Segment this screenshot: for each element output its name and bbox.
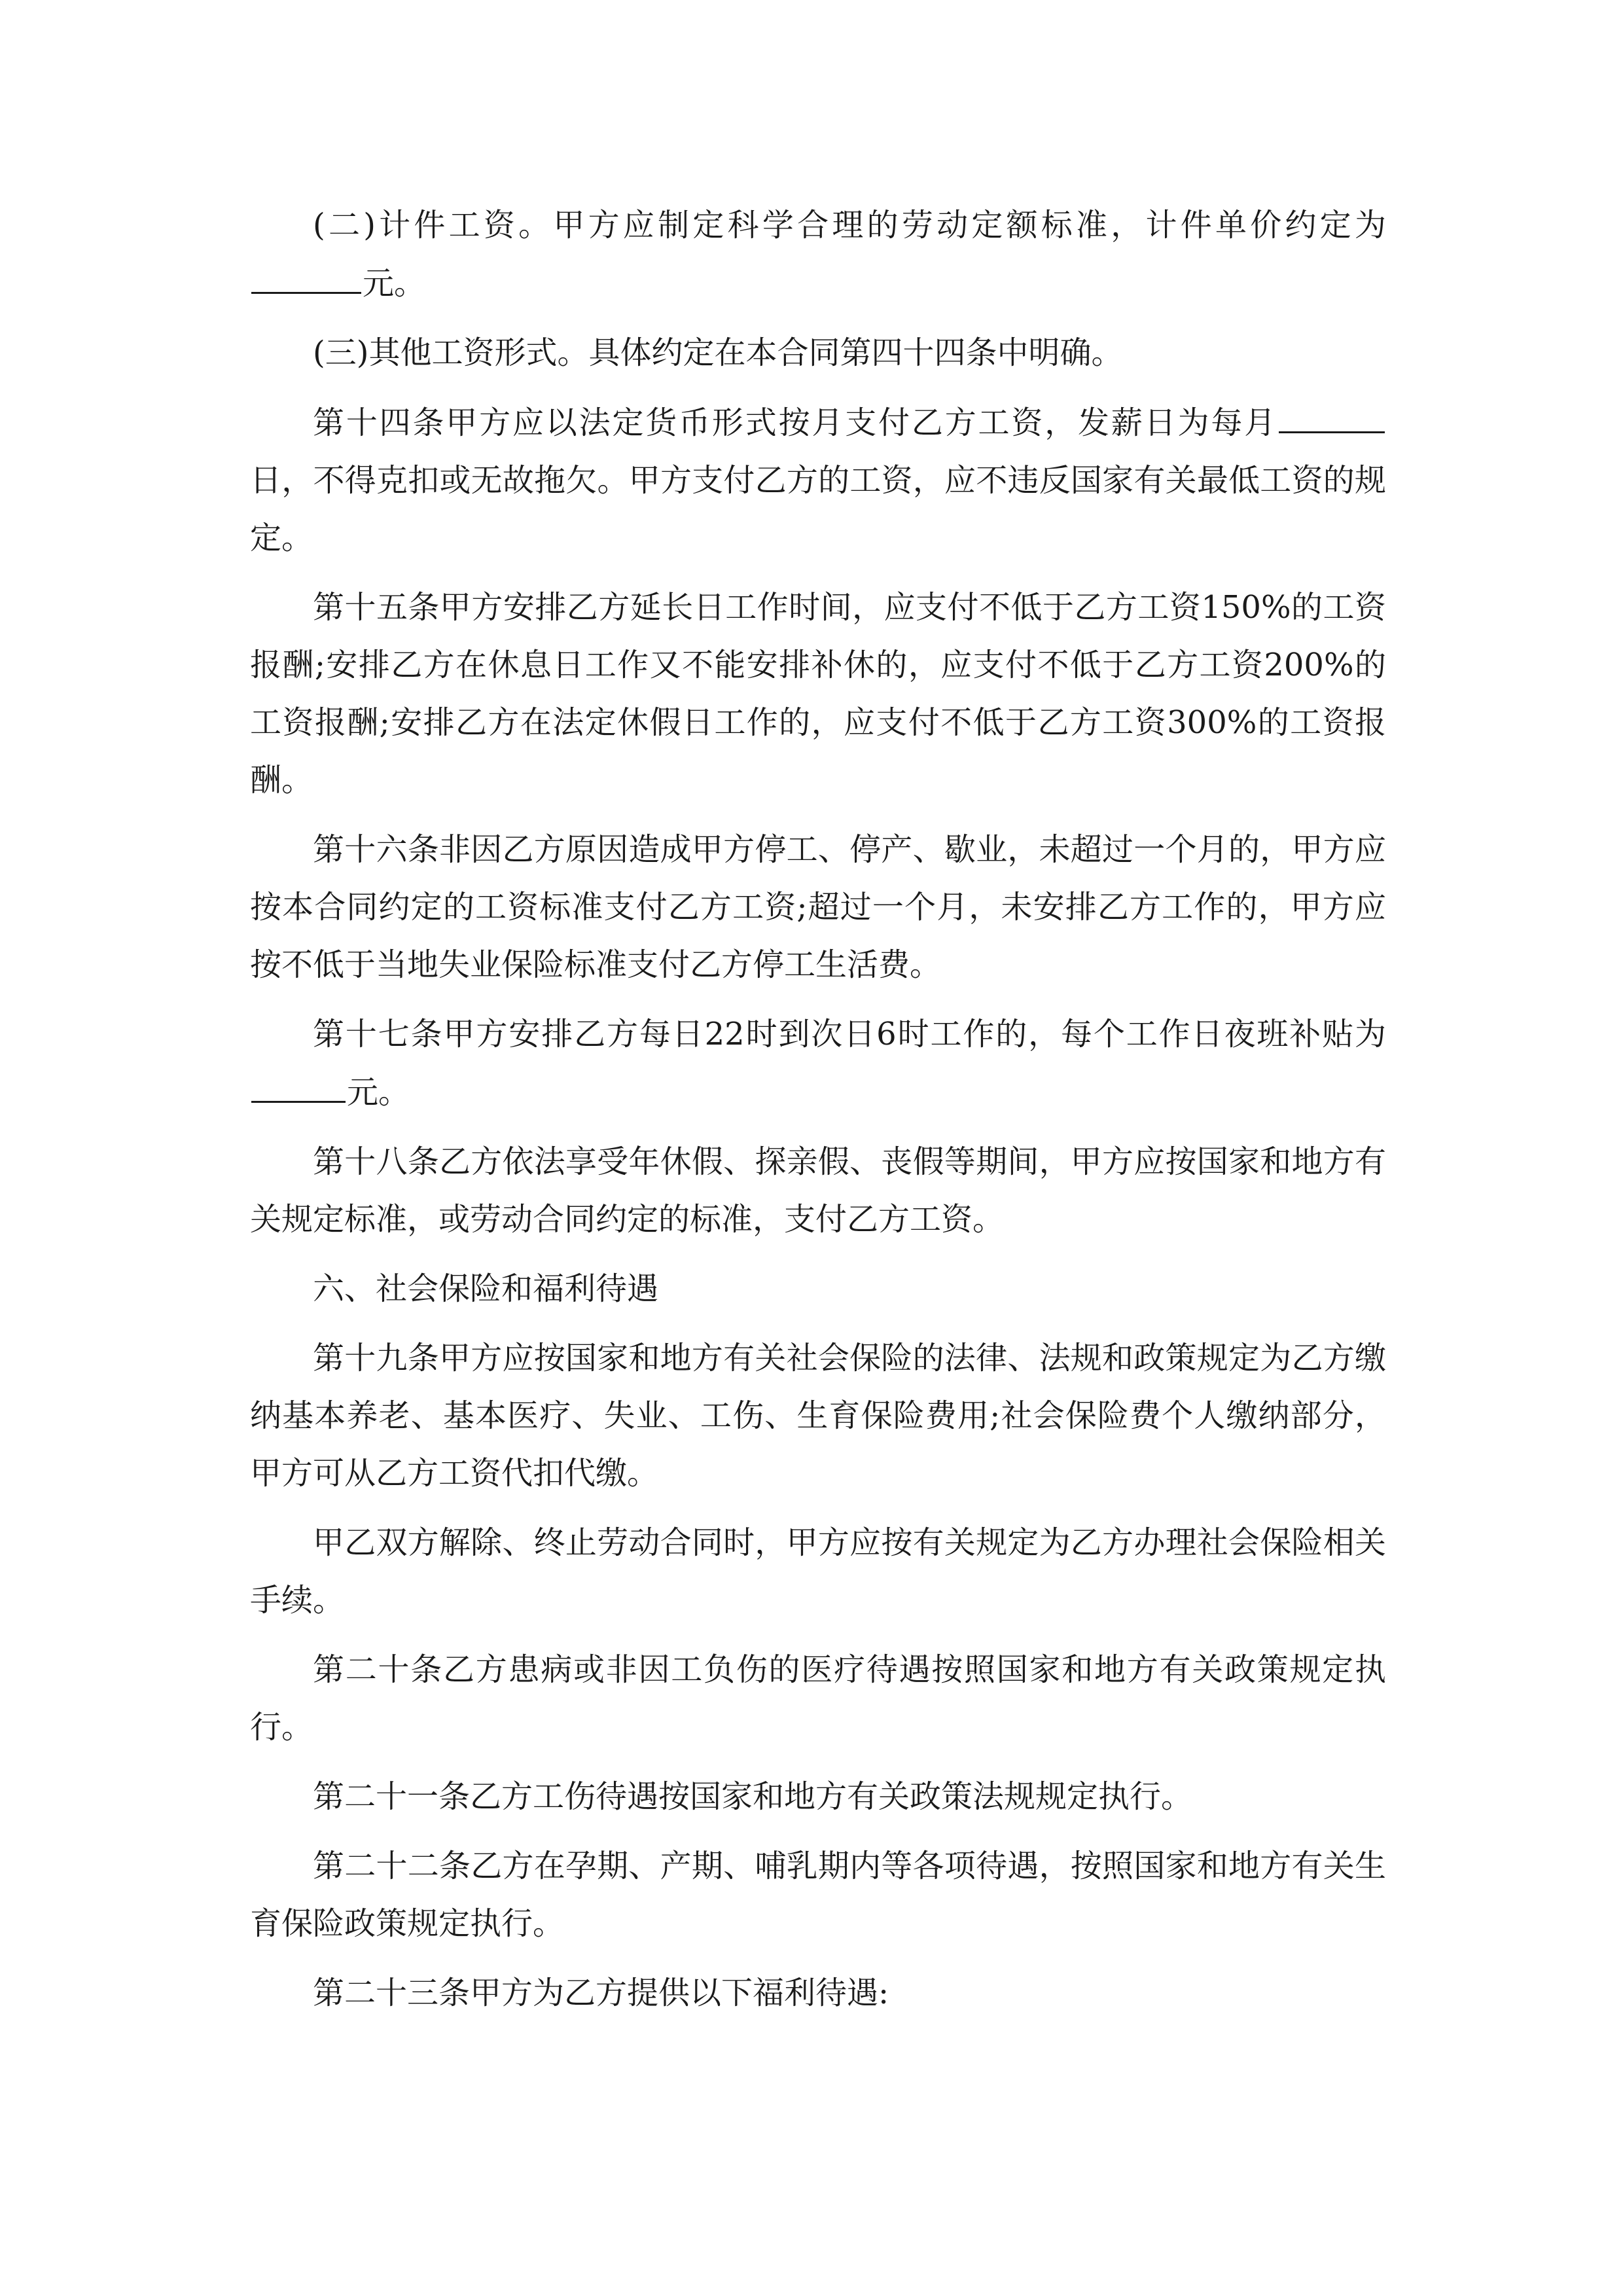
paragraph-text: 第十五条甲方安排乙方延长日工作时间，应支付不低于乙方工资150%的工资报酬;安排乙方在休息日工作又不能安排补休的，应支付不低于乙方工资200%的工资报酬;安排乙方在法定休假日工作的，应支付不低于乙方工资300%的工资报酬。	[250, 589, 1386, 798]
paragraph-article-18	[250, 1133, 1386, 1248]
paragraph-text: 甲乙双方解除、终止劳动合同时，甲方应按有关规定为乙方办理社会保险相关手续。	[250, 1524, 1386, 1619]
paragraph-article-19	[250, 1329, 1386, 1502]
paragraph-text: 第十六条非因乙方原因造成甲方停工、停产、歇业，未超过一个月的，甲方应按本合同约定的工资标准支付乙方工资;超过一个月，未安排乙方工作的，甲方应按不低于当地失业保险标准支付乙方停工生活费。	[250, 831, 1386, 983]
paragraph-text: 第十四条甲方应以法定货币形式按月支付乙方工资，发薪日为每月	[313, 404, 1277, 441]
paragraph-text: (二)计件工资。甲方应制定科学合理的劳动定额标准，计件单价约定为	[313, 207, 1386, 243]
paragraph-piece-rate-wage	[250, 196, 1386, 312]
paragraph-article-22	[250, 1837, 1386, 1952]
paragraph-text: 第十八条乙方依法享受年休假、探亲假、丧假等期间，甲方应按国家和地方有关规定标准，或劳动合同约定的标准，支付乙方工资。	[250, 1143, 1386, 1238]
document-body	[250, 196, 1386, 2034]
section-heading-text: 六、社会保险和福利待遇	[313, 1270, 659, 1307]
paragraph-text: 元。	[347, 1074, 410, 1111]
fill-in-blank-payday	[1279, 393, 1385, 433]
paragraph-text: 第二十条乙方患病或非因工负伤的医疗待遇按照国家和地方有关政策规定执行。	[250, 1651, 1386, 1746]
paragraph-text: 第二十一条乙方工伤待遇按国家和地方有关政策法规规定执行。	[313, 1778, 1193, 1815]
paragraph-article-20	[250, 1641, 1386, 1756]
paragraph-text: 第二十二条乙方在孕期、产期、哺乳期内等各项待遇，按照国家和地方有关生育保险政策规定执行。	[250, 1848, 1386, 1942]
paragraph-article-16	[250, 821, 1386, 994]
paragraph-text: 第十七条甲方安排乙方每日22时到次日6时工作的，每个工作日夜班补贴为	[313, 1016, 1386, 1052]
paragraph-text: 元。	[363, 265, 426, 302]
paragraph-article-17	[250, 1005, 1386, 1121]
paragraph-article-14	[250, 393, 1386, 567]
paragraph-article-21	[250, 1768, 1386, 1825]
paragraph-text: (三)其他工资形式。具体约定在本合同第四十四条中明确。	[313, 334, 1123, 371]
paragraph-other-wage-forms	[250, 324, 1386, 382]
fill-in-blank-piece-rate	[251, 254, 361, 294]
paragraph-text: 第十九条甲方应按国家和地方有关社会保险的法律、法规和政策规定为乙方缴纳基本养老、基本医疗、失业、工伤、生育保险费用;社会保险费个人缴纳部分，甲方可从乙方工资代扣代缴。	[250, 1340, 1386, 1492]
fill-in-blank-night-allowance	[251, 1063, 346, 1103]
section-heading-social-insurance	[250, 1260, 1386, 1318]
paragraph-article-15	[250, 579, 1386, 809]
paragraph-text: 第二十三条甲方为乙方提供以下福利待遇:	[313, 1975, 889, 2011]
paragraph-article-23	[250, 1964, 1386, 2022]
paragraph-text: 日，不得克扣或无故拖欠。甲方支付乙方的工资，应不违反国家有关最低工资的规定。	[250, 462, 1386, 556]
paragraph-termination-insurance	[250, 1514, 1386, 1629]
